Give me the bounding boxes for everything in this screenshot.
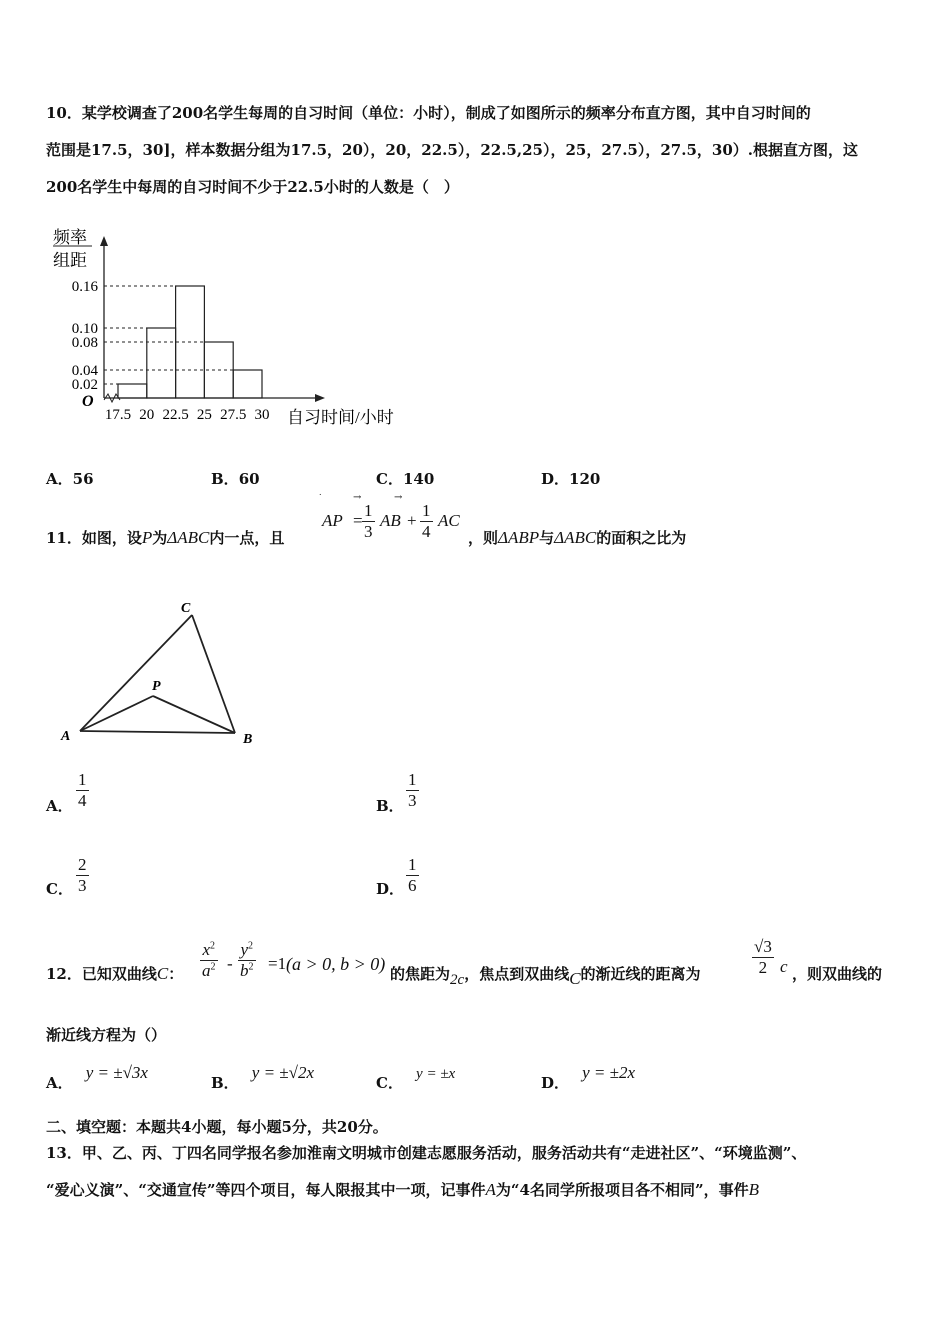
q12-line-2: 渐近线方程为（） [46,1026,167,1044]
y-tick-label: 0.08 [71,335,98,351]
chart-xlabel: 自习时间/小时 [287,408,394,427]
x-tick-label: 17.5 [104,407,132,423]
y-tick-label: 0.16 [71,279,98,295]
q12-distance-fraction: $\frac{√3}{2}$ c [754,937,788,977]
q10-line-3: 200名学生中每周的自习时间不少于22.5小时的人数是（ ） [46,178,459,196]
q10-option-d[interactable]: D．120 [541,470,601,488]
chart-ylabel-bottom: 组距 [53,251,87,270]
segment-ac [80,615,192,731]
histogram-chart [40,222,420,437]
q11-stem: 11．如图，设P为ΔABC内一点，且 [46,528,285,547]
x-tick-label: 30 [254,407,270,423]
x-axis-arrow [315,394,325,402]
q12-stem-mid: 的焦距为2c，焦点到双曲线C的渐近线的距离为 [390,965,701,988]
q10-option-c[interactable]: C．140 [376,470,435,488]
segment-ap [80,696,153,731]
chart-ylabel-top: 频率 [53,228,87,247]
triangle-figure [55,595,265,755]
label-c: C [181,601,191,616]
x-tick-label: 27.5 [220,407,247,423]
q12-option-d[interactable]: D． y = ±2x [541,1063,636,1092]
y-tick-label: 0.02 [71,377,98,393]
q12-option-a[interactable]: A． y = ±√3x [46,1063,148,1092]
histogram-bar [147,328,176,398]
label-a: A [61,729,71,744]
section-2-title: 二、填空题：本题共4小题，每小题5分，共20分。 [46,1118,388,1136]
y-tick-label: 0.10 [71,321,98,337]
y-tick-label: 0.04 [71,363,98,379]
q11-stem-2: ，则ΔABP与ΔABC的面积之比为 [468,528,687,547]
q12-stem-start: 12．已知双曲线C： [46,964,184,983]
x-tick-label: 22.5 [162,407,189,423]
q10-line-1: 10．某学校调查了200名学生每周的自习时间（单位：小时），制成了如图所示的频率分布直方图，其中自习时间的 [46,104,811,122]
histogram-bar [118,384,147,398]
y-axis-arrow [100,236,108,246]
segment-ab [80,731,235,733]
q10-line-2: 范围是17.5，30]，样本数据分组为17.5，20），20，22.5），22.5,25），25，27.5），27.5，30）.根据直方图，这 [46,141,858,159]
origin-label: O [82,393,94,410]
q10-option-b[interactable]: B．60 [211,470,260,488]
q12-option-c[interactable]: C． y = ±x [376,1066,456,1092]
q12-stem-end: ，则双曲线的 [792,965,883,983]
label-b: B [243,732,253,747]
x-tick-label: 20 [139,407,155,423]
label-p: P [152,679,161,694]
q10-option-a[interactable]: A．56 [46,470,94,488]
x-tick-label: 25 [196,407,212,423]
q13-line-1: 13．甲、乙、丙、丁四名同学报名参加淮南文明城市创建志愿服务活动，服务活动共有“走进社区”、“环境监测”、 [46,1144,807,1162]
segment-cb [192,615,235,733]
q12-option-b[interactable]: B． y = ±√2x [211,1063,315,1092]
q12-hyperbola-equation: $\frac{x^2}{a^2}$ - $\frac{y^2}{b^2}$ =1 (a > 0, b > 0) [202,940,386,980]
histogram-bar [233,370,262,398]
q13-line-2: “爱心义演”、“交通宣传”等四个项目，每人限报其中一项，记事件A为“4名同学所报项目各不相同”，事件B [46,1180,759,1199]
